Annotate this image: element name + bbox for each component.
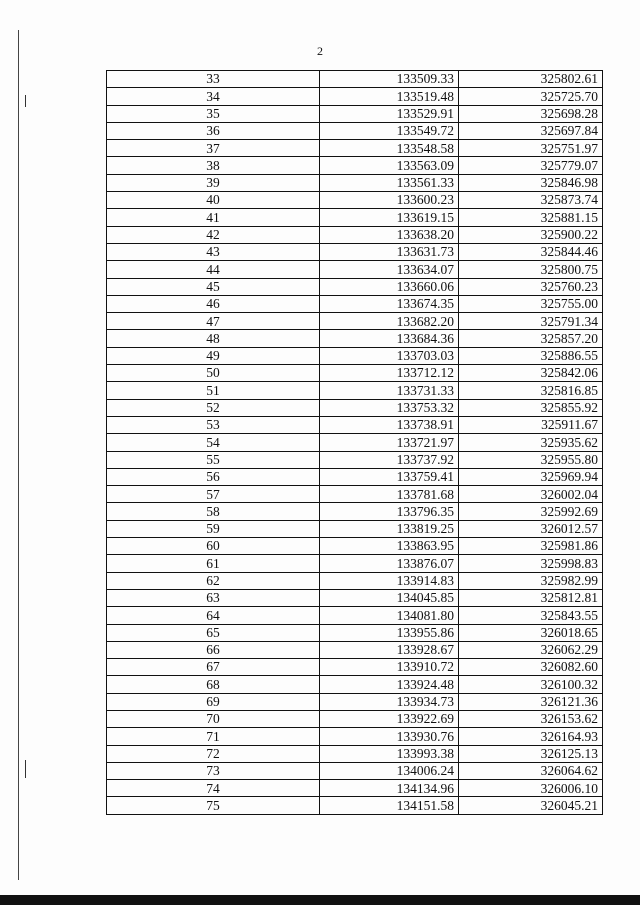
point-number-cell: 62	[107, 572, 320, 589]
y-coordinate-cell: 326002.04	[459, 486, 603, 503]
table-row	[107, 243, 603, 260]
point-number-cell: 74	[107, 780, 320, 797]
x-coordinate-cell: 133863.95	[320, 538, 459, 555]
y-coordinate-cell: 325935.62	[459, 434, 603, 451]
x-coordinate-cell: 133910.72	[320, 659, 459, 676]
x-coordinate-cell: 134081.80	[320, 607, 459, 624]
y-coordinate-cell: 325844.46	[459, 243, 603, 260]
x-coordinate-cell: 133703.03	[320, 347, 459, 364]
scan-bottom-edge	[0, 895, 640, 905]
y-coordinate-cell: 325725.70	[459, 88, 603, 105]
table-row	[107, 451, 603, 468]
table-row	[107, 728, 603, 745]
point-number-cell: 73	[107, 762, 320, 779]
y-coordinate-cell: 325900.22	[459, 226, 603, 243]
x-coordinate-cell: 134006.24	[320, 762, 459, 779]
table-row	[107, 659, 603, 676]
y-coordinate-cell: 326153.62	[459, 710, 603, 727]
point-number-cell: 48	[107, 330, 320, 347]
point-number-cell: 64	[107, 607, 320, 624]
x-coordinate-cell: 134151.58	[320, 797, 459, 814]
point-number-cell: 39	[107, 174, 320, 191]
table-row	[107, 365, 603, 382]
table-row	[107, 503, 603, 520]
table-row	[107, 226, 603, 243]
scan-mark	[25, 95, 26, 107]
y-coordinate-cell: 326064.62	[459, 762, 603, 779]
y-coordinate-cell: 325982.99	[459, 572, 603, 589]
point-number-cell: 54	[107, 434, 320, 451]
point-number-cell: 43	[107, 243, 320, 260]
y-coordinate-cell: 326125.13	[459, 745, 603, 762]
x-coordinate-cell: 133731.33	[320, 382, 459, 399]
table-row	[107, 192, 603, 209]
y-coordinate-cell: 326164.93	[459, 728, 603, 745]
x-coordinate-cell: 133781.68	[320, 486, 459, 503]
x-coordinate-cell: 133638.20	[320, 226, 459, 243]
y-coordinate-cell: 325998.83	[459, 555, 603, 572]
point-number-cell: 70	[107, 710, 320, 727]
y-coordinate-cell: 325760.23	[459, 278, 603, 295]
table-row	[107, 278, 603, 295]
table-row	[107, 745, 603, 762]
point-number-cell: 68	[107, 676, 320, 693]
table-row	[107, 607, 603, 624]
point-number-cell: 44	[107, 261, 320, 278]
point-number-cell: 45	[107, 278, 320, 295]
x-coordinate-cell: 133529.91	[320, 105, 459, 122]
x-coordinate-cell: 133519.48	[320, 88, 459, 105]
scan-mark	[25, 760, 26, 778]
x-coordinate-cell: 133682.20	[320, 313, 459, 330]
y-coordinate-cell: 325812.81	[459, 589, 603, 606]
point-number-cell: 36	[107, 122, 320, 139]
x-coordinate-cell: 133634.07	[320, 261, 459, 278]
y-coordinate-cell: 326012.57	[459, 520, 603, 537]
point-number-cell: 49	[107, 347, 320, 364]
point-number-cell: 69	[107, 693, 320, 710]
point-number-cell: 47	[107, 313, 320, 330]
x-coordinate-cell: 133876.07	[320, 555, 459, 572]
point-number-cell: 61	[107, 555, 320, 572]
table-row	[107, 589, 603, 606]
y-coordinate-cell: 326006.10	[459, 780, 603, 797]
table-row	[107, 486, 603, 503]
y-coordinate-cell: 325751.97	[459, 140, 603, 157]
y-coordinate-cell: 326100.32	[459, 676, 603, 693]
table-row	[107, 780, 603, 797]
coordinates-table	[106, 70, 603, 815]
point-number-cell: 52	[107, 399, 320, 416]
x-coordinate-cell: 133660.06	[320, 278, 459, 295]
x-coordinate-cell: 134134.96	[320, 780, 459, 797]
point-number-cell: 46	[107, 295, 320, 312]
table-row	[107, 641, 603, 658]
table-row	[107, 676, 603, 693]
y-coordinate-cell: 325873.74	[459, 192, 603, 209]
table-row	[107, 330, 603, 347]
x-coordinate-cell: 133759.41	[320, 468, 459, 485]
point-number-cell: 58	[107, 503, 320, 520]
x-coordinate-cell: 133738.91	[320, 416, 459, 433]
y-coordinate-cell: 325886.55	[459, 347, 603, 364]
table-row	[107, 105, 603, 122]
x-coordinate-cell: 133955.86	[320, 624, 459, 641]
x-coordinate-cell: 133922.69	[320, 710, 459, 727]
x-coordinate-cell: 133914.83	[320, 572, 459, 589]
x-coordinate-cell: 133684.36	[320, 330, 459, 347]
point-number-cell: 51	[107, 382, 320, 399]
x-coordinate-cell: 133924.48	[320, 676, 459, 693]
table-row	[107, 71, 603, 88]
y-coordinate-cell: 325969.94	[459, 468, 603, 485]
point-number-cell: 57	[107, 486, 320, 503]
x-coordinate-cell: 133934.73	[320, 693, 459, 710]
table-row	[107, 295, 603, 312]
y-coordinate-cell: 326045.21	[459, 797, 603, 814]
y-coordinate-cell: 325955.80	[459, 451, 603, 468]
point-number-cell: 37	[107, 140, 320, 157]
table-row	[107, 797, 603, 814]
table-row	[107, 693, 603, 710]
y-coordinate-cell: 325697.84	[459, 122, 603, 139]
coordinates-table-body	[107, 71, 603, 815]
x-coordinate-cell: 133819.25	[320, 520, 459, 537]
y-coordinate-cell: 325816.85	[459, 382, 603, 399]
point-number-cell: 53	[107, 416, 320, 433]
point-number-cell: 50	[107, 365, 320, 382]
table-row	[107, 261, 603, 278]
table-row	[107, 347, 603, 364]
y-coordinate-cell: 325800.75	[459, 261, 603, 278]
x-coordinate-cell: 133563.09	[320, 157, 459, 174]
y-coordinate-cell: 325992.69	[459, 503, 603, 520]
point-number-cell: 59	[107, 520, 320, 537]
y-coordinate-cell: 326018.65	[459, 624, 603, 641]
x-coordinate-cell: 133548.58	[320, 140, 459, 157]
x-coordinate-cell: 133721.97	[320, 434, 459, 451]
x-coordinate-cell: 133993.38	[320, 745, 459, 762]
table-row	[107, 157, 603, 174]
table-row	[107, 140, 603, 157]
point-number-cell: 42	[107, 226, 320, 243]
point-number-cell: 60	[107, 538, 320, 555]
table-row	[107, 520, 603, 537]
y-coordinate-cell: 325857.20	[459, 330, 603, 347]
y-coordinate-cell: 325846.98	[459, 174, 603, 191]
point-number-cell: 38	[107, 157, 320, 174]
y-coordinate-cell: 325981.86	[459, 538, 603, 555]
table-row	[107, 209, 603, 226]
table-row	[107, 313, 603, 330]
x-coordinate-cell: 133509.33	[320, 71, 459, 88]
y-coordinate-cell: 325843.55	[459, 607, 603, 624]
table-row	[107, 382, 603, 399]
y-coordinate-cell: 325855.92	[459, 399, 603, 416]
point-number-cell: 55	[107, 451, 320, 468]
y-coordinate-cell: 325791.34	[459, 313, 603, 330]
point-number-cell: 63	[107, 589, 320, 606]
table-row	[107, 762, 603, 779]
x-coordinate-cell: 133549.72	[320, 122, 459, 139]
table-row	[107, 710, 603, 727]
table-row	[107, 555, 603, 572]
table-row	[107, 468, 603, 485]
point-number-cell: 34	[107, 88, 320, 105]
point-number-cell: 67	[107, 659, 320, 676]
table-row	[107, 434, 603, 451]
x-coordinate-cell: 133619.15	[320, 209, 459, 226]
y-coordinate-cell: 325698.28	[459, 105, 603, 122]
point-number-cell: 71	[107, 728, 320, 745]
x-coordinate-cell: 133631.73	[320, 243, 459, 260]
x-coordinate-cell: 133928.67	[320, 641, 459, 658]
x-coordinate-cell: 133600.23	[320, 192, 459, 209]
y-coordinate-cell: 325842.06	[459, 365, 603, 382]
y-coordinate-cell: 326121.36	[459, 693, 603, 710]
point-number-cell: 66	[107, 641, 320, 658]
x-coordinate-cell: 133712.12	[320, 365, 459, 382]
x-coordinate-cell: 133674.35	[320, 295, 459, 312]
point-number-cell: 72	[107, 745, 320, 762]
x-coordinate-cell: 133930.76	[320, 728, 459, 745]
table-row	[107, 174, 603, 191]
table-row	[107, 416, 603, 433]
table-row	[107, 122, 603, 139]
y-coordinate-cell: 325755.00	[459, 295, 603, 312]
x-coordinate-cell: 133796.35	[320, 503, 459, 520]
point-number-cell: 33	[107, 71, 320, 88]
point-number-cell: 65	[107, 624, 320, 641]
x-coordinate-cell: 133753.32	[320, 399, 459, 416]
point-number-cell: 35	[107, 105, 320, 122]
point-number-cell: 56	[107, 468, 320, 485]
scan-edge-line	[18, 30, 19, 880]
table-row	[107, 399, 603, 416]
x-coordinate-cell: 134045.85	[320, 589, 459, 606]
table-row	[107, 88, 603, 105]
y-coordinate-cell: 325802.61	[459, 71, 603, 88]
x-coordinate-cell: 133561.33	[320, 174, 459, 191]
y-coordinate-cell: 326082.60	[459, 659, 603, 676]
table-row	[107, 538, 603, 555]
point-number-cell: 75	[107, 797, 320, 814]
y-coordinate-cell: 325911.67	[459, 416, 603, 433]
x-coordinate-cell: 133737.92	[320, 451, 459, 468]
y-coordinate-cell: 325881.15	[459, 209, 603, 226]
table-row	[107, 572, 603, 589]
y-coordinate-cell: 326062.29	[459, 641, 603, 658]
table-row	[107, 624, 603, 641]
point-number-cell: 41	[107, 209, 320, 226]
y-coordinate-cell: 325779.07	[459, 157, 603, 174]
page-number: 2	[317, 44, 323, 58]
point-number-cell: 40	[107, 192, 320, 209]
